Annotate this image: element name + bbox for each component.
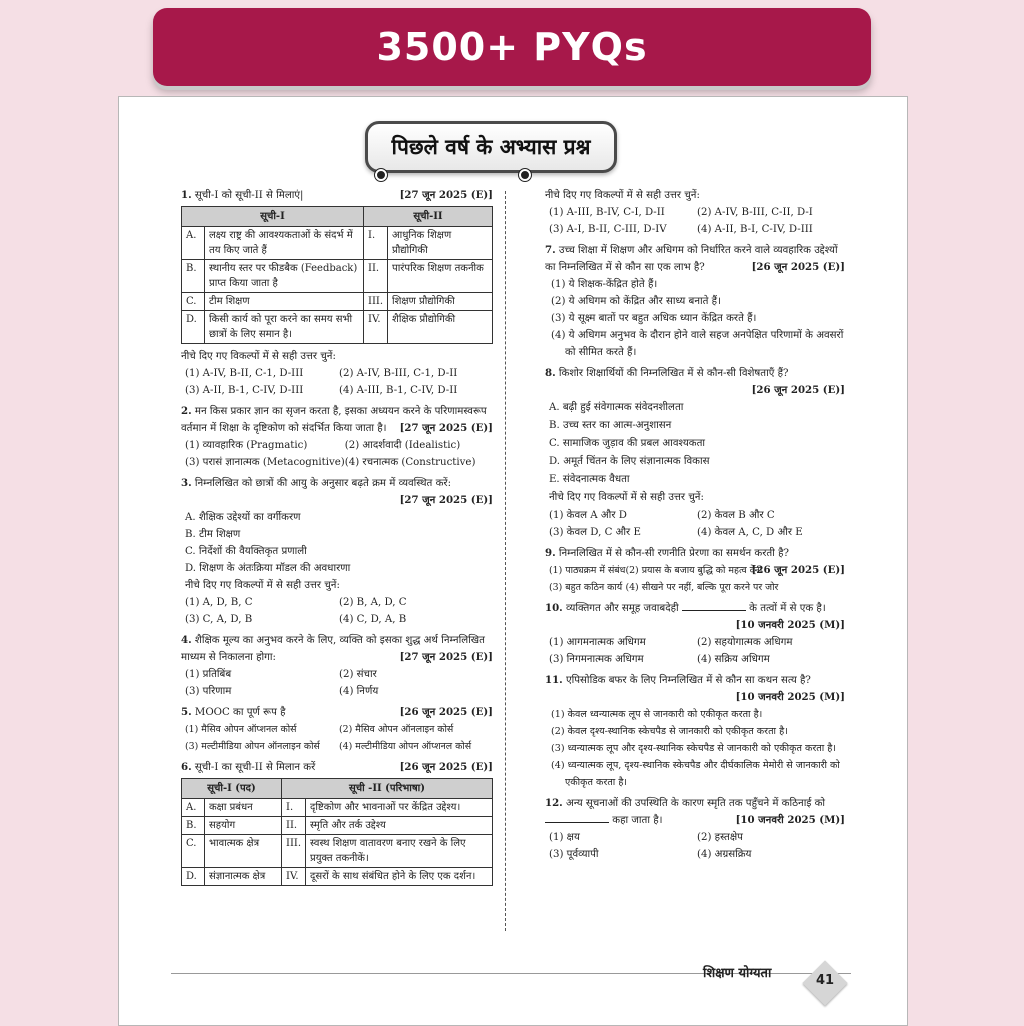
options: [181, 721, 493, 755]
exam-tag: [27 जून 2025 (E)]: [399, 422, 493, 434]
options: [181, 437, 493, 471]
list-item: A. बढ़ी हुई संवेगात्मक संवेदनशीलता: [549, 402, 684, 413]
question-text: उच्च शिक्षा में शिक्षण और अधिगम को निर्धारित करने वाले व्यवहारिक उद्देश्यों का निम्नलिखित में से कौन सा एक लाभ है?: [545, 245, 838, 273]
instruction: नीचे दिए गए विकल्पों में से सही उत्तर चुनें:: [185, 580, 340, 591]
table-header: सूची-II: [364, 207, 493, 227]
option: (1) A, D, B, C: [185, 597, 253, 608]
table-row: B. स्थानीय स्तर पर फीडबैक (Feedback) प्राप्त किया जाता है II. पारंपरिक शिक्षण तकनीक: [182, 260, 493, 293]
statement-list: [181, 509, 493, 594]
option: (3) मल्टीमीडिया ओपन ऑनलाइन कोर्स: [185, 741, 320, 752]
question-text: अन्य सूचनाओं की उपस्थिति के कारण स्मृति तक पहुँचने में कठिनाई को: [565, 798, 826, 809]
exam-tag: [27 जून 2025 (E)]: [399, 494, 493, 506]
question-6: [181, 759, 493, 886]
list-item: C. निर्देशों की वैयक्तिकृत प्रणाली: [185, 546, 307, 557]
match-table: [181, 778, 493, 886]
options: [181, 365, 493, 399]
question-number: 12.: [545, 797, 563, 809]
options: [545, 562, 779, 596]
option: (2) आदर्शवादी (Idealistic): [344, 440, 461, 451]
table-header: सूची -II (परिभाषा): [282, 779, 493, 799]
question-number: 11.: [545, 674, 563, 686]
question-number: 2.: [181, 405, 192, 417]
option: (4) A-II, B-I, C-IV, D-III: [697, 224, 813, 235]
question-text: एपिसोडिक बफर के लिए निम्नलिखित में से कौन सा कथन सत्य है?: [565, 675, 811, 686]
option: (2) A-IV, B-III, C-1, D-II: [339, 368, 458, 379]
options: [545, 634, 845, 668]
statement-list: [545, 399, 845, 507]
option: (1) A-III, B-IV, C-I, D-II: [549, 207, 665, 218]
list-item: B. उच्च स्तर का आत्म-अनुशासन: [549, 420, 672, 431]
option: (1) आगमनात्मक अधिगम: [549, 637, 646, 648]
question-text: MOOC का पूर्ण रूप है: [194, 707, 286, 718]
table-row: D. किसी कार्य को पूरा करने का समय सभी छात्रों के लिए समान है। IV. शैक्षिक प्रौद्योगिकी: [182, 311, 493, 344]
question-1: [181, 187, 493, 399]
table-row: D. संज्ञानात्मक क्षेत्र IV. दूसरों के साथ संबंधित होने के लिए एक दर्शन।: [182, 868, 493, 886]
options: [545, 706, 845, 791]
table-row: A. कक्षा प्रबंधन I. दृष्टिकोण और भावनाओं पर केंद्रित उद्देश्य।: [182, 799, 493, 817]
list-item: E. संवेदनात्मक वैधता: [549, 474, 630, 485]
option: (4) A-III, B-1, C-IV, D-II: [339, 385, 458, 396]
exam-tag: [27 जून 2025 (E)]: [399, 651, 493, 663]
option: (2) ये अधिगम को केंद्रित और साध्य बनाते हैं।: [551, 296, 721, 307]
page-number: 41: [815, 973, 835, 988]
option: (4) निर्णय: [339, 686, 379, 697]
option: (3) ध्वन्यात्मक लूप और दृश्य-स्थानिक स्केचपैड से जानकारी को एकीकृत करता है।: [551, 743, 837, 754]
option: (4) मल्टीमीडिया ओपन ऑप्शनल कोर्स: [339, 741, 472, 752]
question-7: [545, 242, 845, 361]
option: (4) ये अधिगम अनुभव के दौरान होने वाले सहज अनपेक्षित परिणामों के अवसरों को सीमित करते हैं।: [551, 330, 844, 358]
option: (3) पूर्वव्यापी: [549, 849, 599, 860]
options: [545, 204, 845, 238]
question-text: किशोर शिक्षार्थियों की निम्नलिखित में से कौन-सी विशेषताएँ हैं?: [558, 368, 789, 379]
option: (4) C, D, A, B: [339, 614, 407, 625]
question-10: [545, 600, 845, 668]
option: (1) व्यावहारिक (Pragmatic): [185, 440, 308, 451]
option: (2) सहयोगात्मक अधिगम: [697, 637, 793, 648]
option: (2) हस्तक्षेप: [697, 832, 743, 843]
right-column: [545, 187, 845, 867]
option: (4) ध्वन्यात्मक लूप, दृश्य-स्थानिक स्केचपैड और दीर्घकालिक मेमोरी से जानकारी को एकीकृत करता है।: [551, 760, 840, 788]
question-5: [181, 704, 493, 755]
question-2: [181, 403, 493, 471]
banner-title: 3500+ PYQs: [376, 25, 648, 69]
question-number: 4.: [181, 634, 192, 646]
question-text: शैक्षिक मूल्य का अनुभव करने के लिए, व्यक्ति को इसका शुद्ध अर्थ निम्नलिखित माध्यम से निकालना होगा:: [181, 635, 485, 663]
question-8: [545, 365, 845, 541]
exam-tag: [26 जून 2025 (E)]: [399, 706, 493, 718]
table-header: सूची-I: [182, 207, 364, 227]
question-text: व्यक्तिगत और समूह जवाबदेही: [565, 603, 679, 614]
option: (1) मैसिव ओपन ऑप्शनल कोर्स: [185, 724, 297, 735]
option: (1) A-IV, B-II, C-1, D-III: [185, 368, 304, 379]
question-number: 6.: [181, 761, 192, 773]
option: (2) केवल B और C: [697, 510, 775, 521]
table-row: C. टीम शिक्षण III. शिक्षण प्रौद्योगिकी: [182, 293, 493, 311]
exam-tag: [26 जून 2025 (E)]: [399, 761, 493, 773]
exam-tag: [26 जून 2025 (E)]: [751, 384, 845, 396]
option: (1) क्षय: [549, 832, 580, 843]
question-text: कहा जाता है।: [612, 815, 663, 826]
option: (1) केवल A और D: [549, 510, 627, 521]
option: (1) ये शिक्षक-केंद्रित होते हैं।: [551, 279, 658, 290]
list-item: B. टीम शिक्षण: [185, 529, 241, 540]
table-row: C. भावात्मक क्षेत्र III. स्वस्थ शिक्षण वातावरण बनाए रखने के लिए प्रयुक्त तकनीकें।: [182, 835, 493, 868]
exam-tag: [26 जून 2025 (E)]: [751, 261, 845, 273]
option: (4) सक्रिय अधिगम: [697, 654, 770, 665]
question-text: के तत्वों में से एक है।: [749, 603, 826, 614]
question-9: [545, 545, 845, 596]
question-number: 7.: [545, 244, 556, 256]
left-column: [181, 187, 493, 890]
header-banner: [153, 8, 871, 86]
option: (3) बहुत कठिन कार्य: [549, 582, 623, 593]
instruction: नीचे दिए गए विकल्पों में से सही उत्तर चुनें:: [545, 190, 700, 201]
question-number: 10.: [545, 602, 563, 614]
option: (1) प्रतिबिंब: [185, 669, 232, 680]
option: (4) अग्रसक्रिय: [697, 849, 752, 860]
exam-tag: [10 जनवरी 2025 (M)]: [735, 814, 845, 826]
question-number: 3.: [181, 477, 192, 489]
bullet-dot-right: [519, 169, 531, 181]
option: (3) केवल D, C और E: [549, 527, 641, 538]
option: (2) मैसिव ओपन ऑनलाइन कोर्स: [339, 724, 454, 735]
option: (3) परिणाम: [185, 686, 232, 697]
options: [181, 666, 493, 700]
question-text: सूची-I को सूची-II से मिलाएं|: [194, 190, 304, 201]
option: (3) निगमनात्मक अधिगम: [549, 654, 644, 665]
options: [545, 276, 845, 361]
question-text: सूची-I का सूची-II से मिलान करें: [194, 762, 316, 773]
list-item: C. सामाजिक जुड़ाव की प्रबल आवश्यकता: [549, 438, 706, 449]
exam-tag: [10 जनवरी 2025 (M)]: [735, 691, 845, 703]
exam-tag: [27 जून 2025 (E)]: [399, 189, 493, 201]
option: (1) केवल ध्वन्यात्मक लूप से जानकारी को एकीकृत करता है।: [551, 709, 763, 720]
question-4: [181, 632, 493, 700]
options: [545, 829, 845, 863]
option: (2) A-IV, B-III, C-II, D-I: [697, 207, 813, 218]
footer-subject: शिक्षण योग्यता: [703, 966, 772, 981]
table-row: B. सहयोग II. स्मृति और तर्क उद्देश्य: [182, 817, 493, 835]
question-text: निम्नलिखित को छात्रों की आयु के अनुसार बढ़ते क्रम में व्यवस्थित करें:: [194, 478, 452, 489]
section-heading: पिछले वर्ष के अभ्यास प्रश्न: [391, 134, 591, 159]
option: (1) पाठ्यक्रम में संबंध: [549, 565, 626, 576]
question-3: [181, 475, 493, 628]
options: [545, 507, 845, 541]
answer-blank: [545, 822, 609, 823]
option: (2) केवल दृश्य-स्थानिक स्केचपैड से जानकारी को एकीकृत करता है।: [551, 726, 788, 737]
question-text: मन किस प्रकार ज्ञान का सृजन करता है, इसका अध्ययन करने के परिणामस्वरूप वर्तमान में शिक्षा के दृष्टिकोण को संदर्भित किया जाता है।: [181, 406, 487, 434]
option: (3) A-I, B-II, C-III, D-IV: [549, 224, 667, 235]
question-6-continued: [545, 187, 845, 238]
option: (3) A-II, B-1, C-IV, D-III: [185, 385, 304, 396]
column-divider: [505, 191, 507, 931]
question-number: 8.: [545, 367, 556, 379]
list-item: D. शिक्षण के अंतःक्रिया मॉडल की अवधारणा: [185, 563, 351, 574]
answer-blank: [682, 610, 746, 611]
option: (3) परासं ज्ञानात्मक (Metacognitive): [185, 457, 345, 468]
table-row: A. लक्ष्य राष्ट्र की आवश्यकताओं के संदर्भ में तय किए जाते हैं I. आधुनिक शिक्षण प्रौद्योगिकी: [182, 227, 493, 260]
question-number: 1.: [181, 189, 192, 201]
list-item: D. अमूर्त चिंतन के लिए संज्ञानात्मक विकास: [549, 456, 710, 467]
option: (4) केवल A, C, D और E: [697, 527, 803, 538]
document-page: [118, 96, 908, 1026]
option: (3) ये सूक्ष्म बातों पर बहुत अधिक ध्यान केंद्रित करते हैं।: [551, 313, 757, 324]
exam-tag: [10 जनवरी 2025 (M)]: [735, 619, 845, 631]
question-text: निम्नलिखित में से कौन-सी रणनीति प्रेरणा का समर्थन करती है?: [558, 548, 789, 559]
question-11: [545, 672, 845, 791]
match-table: [181, 206, 493, 344]
option: (4) सीखने पर नहीं, बल्कि पूरा करने पर जोर: [625, 582, 779, 593]
instruction: नीचे दिए गए विकल्पों में से सही उत्तर चुनें:: [181, 351, 336, 362]
option: (2) B, A, D, C: [339, 597, 407, 608]
option: (2) संचार: [339, 669, 377, 680]
table-header: सूची-I (पद): [182, 779, 282, 799]
option: (4) रचनात्मक (Constructive): [344, 457, 476, 468]
section-heading-box: [365, 121, 615, 173]
option: (3) C, A, D, B: [185, 614, 253, 625]
question-number: 5.: [181, 706, 192, 718]
question-number: 9.: [545, 547, 556, 559]
question-12: [545, 795, 845, 863]
list-item: A. शैक्षिक उद्देश्यों का वर्गीकरण: [185, 512, 301, 523]
exam-tag: [26 जून 2025 (E)]: [751, 564, 845, 576]
bullet-dot-left: [375, 169, 387, 181]
option: (2) प्रयास के बजाय बुद्धि को महत्व देना: [625, 565, 763, 576]
options: [181, 594, 493, 628]
instruction: नीचे दिए गए विकल्पों में से सही उत्तर चुनें:: [549, 492, 704, 503]
